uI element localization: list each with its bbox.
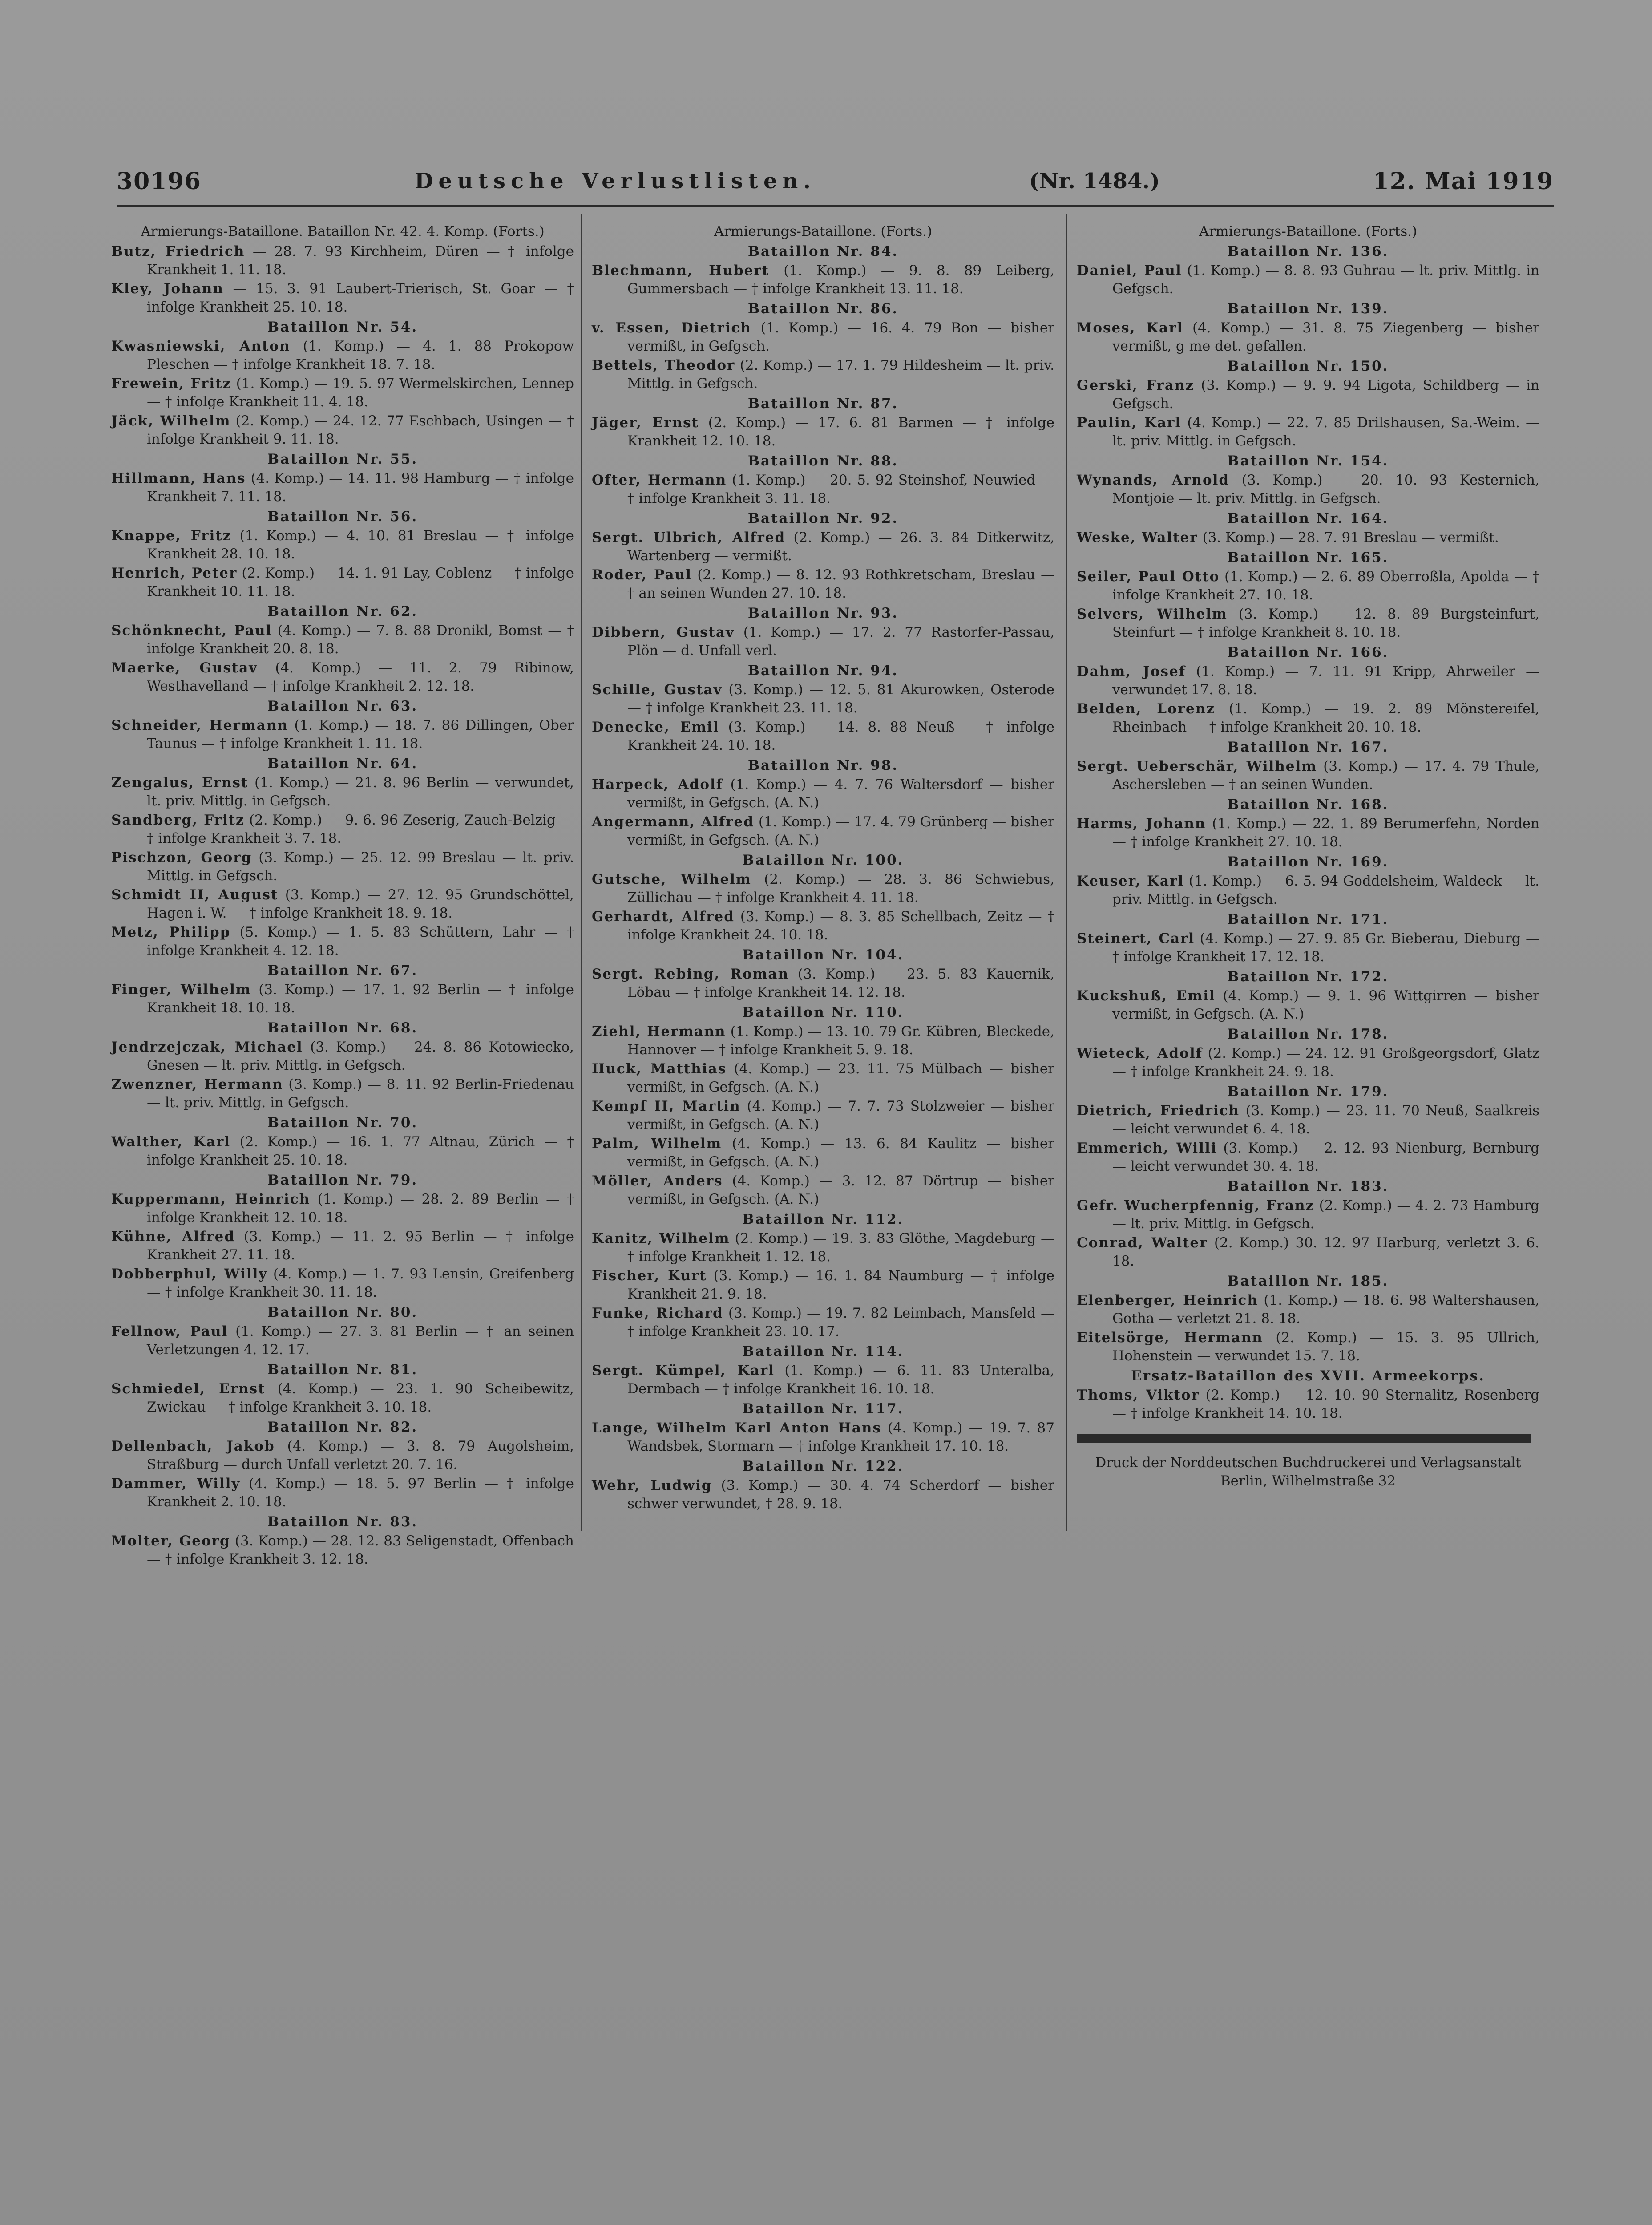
section-heading: Bataillon Nr. 171. [1227,911,1389,927]
section-heading: Bataillon Nr. 110. [742,1004,904,1020]
entry-name: Gerski, Franz [1077,377,1195,393]
column-lead: Armierungs-Bataillone. Bataillon Nr. 42. 4. Komp. (Forts.) [141,223,545,239]
casualty-entry [111,716,574,753]
entry-details: (1. Komp.) — 18. 7. 86 Dillingen, Ober Taunus — † infolge Krankheit 1. 11. 18. [147,717,574,752]
entry-details: (1. Komp.) — 2. 6. 89 Oberroßla, Apolda — † infolge Krankheit 27. 10. 18. [1112,569,1540,603]
entry-name: Zengalus, Ernst [111,775,249,791]
section-heading: Bataillon Nr. 54. [267,319,418,335]
section-heading: Bataillon Nr. 62. [267,603,418,619]
entry-details: (4. Komp.) — 23. 11. 75 Mülbach — bisher vermißt, in Gefgsch. (A. N.) [627,1061,1054,1095]
section-heading: Bataillon Nr. 63. [267,698,418,714]
casualty-entry [1077,1044,1539,1081]
section-heading: Bataillon Nr. 82. [267,1419,418,1435]
entry-details: (1. Komp.) — 6. 5. 94 Goddelsheim, Waldeck — lt. priv. Mittlg. in Gefgsch. [1112,873,1539,907]
section-heading: Bataillon Nr. 68. [267,1020,418,1036]
section-heading: Bataillon Nr. 81. [267,1362,418,1378]
casualty-entry [111,1190,574,1227]
entry-details: (3. Komp.) — 12. 5. 81 Akurowken, Osterode — † infolge Krankheit 23. 11. 18. [627,682,1054,716]
entry-name: Moses, Karl [1077,320,1183,336]
section-heading: Bataillon Nr. 172. [1227,969,1389,985]
entry-details: (4. Komp.) — 3. 8. 79 Augolsheim, Straßburg — durch Unfall verletzt 20. 7. 16. [147,1438,574,1473]
printer-imprint-line: Druck der Norddeutschen Buchdruckerei und Verlagsanstalt [1095,1455,1521,1471]
casualty-entry [1077,1102,1539,1138]
casualty-entry [111,1437,574,1474]
casualty-entry [111,1076,574,1112]
entry-details: (4. Komp.) — 9. 1. 96 Wittgirren — bisher vermißt, in Gefgsch. (A. N.) [1112,988,1539,1022]
entry-details: (3. Komp.) — 8. 11. 92 Berlin-Friedenau — lt. priv. Mittlg. in Gefgsch. [147,1076,574,1111]
entry-name: Jäck, Wilhelm [111,413,231,429]
section-heading: Bataillon Nr. 178. [1227,1026,1389,1042]
section-heading: Bataillon Nr. 70. [267,1115,418,1131]
entry-details: (4. Komp.) — 23. 1. 90 Scheibewitz, Zwickau — † infolge Krankheit 3. 10. 18. [147,1381,574,1415]
entry-name: Maerke, Gustav [111,660,258,676]
entry-name: Steinert, Carl [1077,930,1195,947]
entry-details: (1. Komp.) — 22. 1. 89 Berumerfehn, Norden — † infolge Krankheit 27. 10. 18. [1112,816,1539,850]
entry-details: (3. Komp.) — 25. 12. 99 Breslau — lt. priv. Mittlg. in Gefgsch. [147,850,574,884]
entry-name: Zwenzner, Hermann [111,1076,283,1092]
entry-name: Finger, Wilhelm [111,982,251,998]
entry-name: Molter, Georg [111,1533,230,1549]
entry-details: (4. Komp.) — 19. 7. 87 Wandsbek, Stormarn — † infolge Krankheit 17. 10. 18. [627,1420,1054,1454]
entry-details: (2. Komp.) — 24. 12. 77 Eschbach, Usingen — † infolge Krankheit 9. 11. 18. [147,413,574,447]
entry-name: Kempf II, Martin [592,1098,741,1114]
entry-name: Gerhardt, Alfred [592,909,735,925]
entry-name: Keuser, Karl [1077,873,1184,889]
page-number: 30196 [117,167,202,195]
entry-name: Schneider, Hermann [111,717,288,733]
entry-details: (1. Komp.) — 18. 6. 98 Waltershausen, Gotha — verletzt 21. 8. 18. [1112,1292,1540,1327]
section-heading: Bataillon Nr. 88. [747,453,899,469]
casualty-entry [592,1419,1054,1456]
entry-name: Kwasniewski, Anton [111,338,291,354]
casualty-entry [592,1135,1054,1171]
entry-name: Butz, Friedrich [111,243,245,259]
entry-name: Kley, Johann [111,281,224,297]
casualty-entry [592,776,1054,812]
casualty-entry [111,622,574,658]
entry-name: Dibbern, Gustav [592,624,735,640]
entry-details: (1. Komp.) — 4. 10. 81 Breslau — † infolge Krankheit 28. 10. 18. [147,528,574,562]
section-heading: Bataillon Nr. 64. [267,756,418,772]
section-heading: Bataillon Nr. 136. [1227,243,1389,259]
entry-name: Ziehl, Hermann [592,1024,726,1040]
casualty-entry [1077,1139,1539,1176]
casualty-entry [111,1038,574,1075]
entry-details: (3. Komp.) — 27. 12. 95 Grundschöttel, Hagen i. W. — † infolge Krankheit 18. 9. 18. [147,887,574,921]
entry-name: Blechmann, Hubert [592,263,769,279]
entry-details: (3. Komp.) — 30. 4. 74 Scherdorf — bisher schwer verwundet, † 28. 9. 18. [627,1477,1054,1512]
casualty-entry [1077,930,1539,966]
section-heading: Bataillon Nr. 83. [267,1514,418,1530]
entry-details: (4. Komp.) — 18. 5. 97 Berlin — † infolge Krankheit 2. 10. 18. [147,1476,574,1510]
casualty-entry [111,659,574,696]
section-heading: Bataillon Nr. 98. [747,757,899,773]
publication-title: Deutsche Verlustlisten. [414,169,816,194]
entry-details: (1. Komp.) — 6. 11. 83 Unteralba, Dermbach — † infolge Krankheit 16. 10. 18. [627,1363,1055,1397]
entry-details: (1. Komp.) — 4. 7. 76 Waltersdorf — bisher vermißt, in Gefgsch. (A. N.) [627,777,1054,811]
entry-details: (2. Komp.) — 14. 1. 91 Lay, Coblenz — † infolge Krankheit 10. 11. 18. [147,565,574,599]
entry-name: Kuckshuß, Emil [1077,988,1216,1004]
entry-name: Gefr. Wucherpfennig, Franz [1077,1197,1315,1214]
casualty-entry [592,1267,1054,1303]
entry-details: (4. Komp.) — 7. 7. 73 Stolzweier — bisher vermißt, in Gefgsch. (A. N.) [627,1098,1054,1133]
section-heading: Bataillon Nr. 104. [742,947,904,963]
casualty-entry [111,243,574,279]
entry-name: Jäger, Ernst [592,415,699,431]
entry-name: Dellenbach, Jakob [111,1438,275,1454]
entry-name: Kühne, Alfred [111,1229,235,1245]
section-heading: Bataillon Nr. 87. [747,396,899,412]
entry-name: Hillmann, Hans [111,470,246,486]
entry-details: (2. Komp.) 30. 12. 97 Harburg, verletzt 3. 6. 18. [1112,1235,1539,1269]
entry-details: (1. Komp.) — 13. 10. 79 Gr. Kübren, Bleckede, Hannover — † infolge Krankheit 5. 9. 18. [627,1024,1054,1058]
entry-name: Sergt. Ueberschär, Wilhelm [1077,758,1317,774]
issue-number: (Nr. 1484.) [1029,169,1160,194]
column-divider [581,214,582,1531]
entry-name: Kanitz, Wilhelm [592,1230,730,1246]
entry-details: (2. Komp.) — 15. 3. 95 Ullrich, Hohenstein — verwundet 15. 7. 18. [1112,1330,1539,1364]
casualty-entry [1077,700,1539,736]
entry-details: (3. Komp.) — 16. 1. 84 Naumburg — † infolge Krankheit 21. 9. 18. [627,1268,1055,1302]
casualty-entry [592,813,1054,850]
entry-details: (2. Komp.) — 17. 1. 79 Hildesheim — lt. priv. Mittlg. in Gefgsch. [627,357,1054,392]
entry-details: (1. Komp.) — 27. 3. 81 Berlin — † an seinen Verletzungen 4. 12. 17. [147,1323,574,1358]
entry-details: (2. Komp.) — 26. 3. 84 Ditkerwitz, Wartenberg — vermißt. [627,530,1055,564]
entry-name: Paulin, Karl [1077,415,1182,431]
entry-name: Weske, Walter [1077,530,1198,546]
section-heading: Bataillon Nr. 139. [1227,301,1389,317]
entry-name: Möller, Anders [592,1173,723,1189]
entry-name: Walther, Karl [111,1134,231,1150]
casualty-entry [592,718,1054,755]
entry-name: Dahm, Josef [1077,663,1186,680]
column-2 [592,222,1054,1514]
casualty-entry [111,564,574,601]
casualty-entry [111,849,574,885]
issue-date: 12. Mai 1919 [1373,167,1554,195]
entry-name: Dobberphul, Willy [111,1266,268,1282]
entry-details: (4. Komp.) — 22. 7. 85 Drilshausen, Sa.-Weim. — lt. priv. Mittlg. in Gefgsch. [1112,415,1540,449]
entry-name: Conrad, Walter [1077,1235,1208,1251]
entry-details: (1. Komp.) — 17. 4. 79 Grünberg — bisher vermißt, in Gefgsch. (A. N.) [627,814,1054,848]
section-heading: Bataillon Nr. 185. [1227,1273,1389,1289]
entry-name: Jendrzejczak, Michael [111,1039,303,1055]
closing-rule [1077,1434,1531,1443]
entry-details: (1. Komp.) — 19. 5. 97 Wermelskirchen, Lennep — † infolge Krankheit 11. 4. 18. [147,376,574,410]
section-heading: Bataillon Nr. 79. [267,1172,418,1188]
entry-name: Eitelsörge, Hermann [1077,1330,1263,1346]
entry-details: (2. Komp.) — 28. 3. 86 Schwiebus, Züllichau — † infolge Krankheit 4. 11. 18. [627,871,1054,906]
entry-details: (1. Komp.) — 21. 8. 96 Berlin — verwundet, lt. priv. Mittlg. in Gefgsch. [147,775,574,809]
entry-name: Schmidt II, August [111,887,279,903]
casualty-entry [592,1230,1054,1266]
casualty-entry [1077,471,1539,508]
casualty-entry [111,469,574,506]
casualty-entry [1077,1291,1539,1328]
entry-details: (2. Komp.) — 24. 12. 91 Großgeorgsdorf, Glatz — † infolge Krankheit 24. 9. 18. [1112,1045,1539,1080]
section-heading: Bataillon Nr. 80. [267,1304,418,1320]
entry-details: (3. Komp.) — 2. 12. 93 Nienburg, Bernburg — leicht verwundet 30. 4. 18. [1112,1140,1540,1174]
section-heading: Bataillon Nr. 94. [747,663,899,679]
entry-details: (3. Komp.) — 14. 8. 88 Neuß — † infolge Krankheit 24. 10. 18. [627,719,1055,753]
entry-details: (4. Komp.) — 3. 12. 87 Dörtrup — bisher vermißt, in Gefgsch. (A. N.) [627,1173,1054,1207]
section-heading: Ersatz-Bataillon des XVII. Armeekorps. [1131,1368,1485,1384]
casualty-entry [111,923,574,960]
casualty-entry [1077,987,1539,1024]
section-heading: Bataillon Nr. 165. [1227,550,1389,566]
entry-name: Fischer, Kurt [592,1268,707,1284]
entry-details: — 15. 3. 91 Laubert-Trierisch, St. Goar — † infolge Krankheit 25. 10. 18. [147,281,574,315]
column-divider [1066,214,1067,1531]
entry-details: — 28. 7. 93 Kirchheim, Düren — † infolge Krankheit 1. 11. 18. [147,243,574,278]
entry-name: Sergt. Ulbrich, Alfred [592,530,786,546]
entry-details: (1. Komp.) — 16. 4. 79 Bon — bisher vermißt, in Gefgsch. [627,320,1054,354]
entry-details: (4. Komp.) — 11. 2. 79 Ribinow, Westhavelland — † infolge Krankheit 2. 12. 18. [147,660,574,694]
section-heading: Bataillon Nr. 166. [1227,644,1389,660]
section-heading: Bataillon Nr. 179. [1227,1084,1389,1100]
casualty-entry [592,870,1054,907]
casualty-entry [1077,663,1539,699]
casualty-entry [111,527,574,563]
entry-details: (3. Komp.) — 23. 5. 83 Kauernik, Löbau — † infolge Krankheit 14. 12. 18. [627,966,1054,1000]
entry-details: (3. Komp.) — 28. 7. 91 Breslau — vermißt. [1202,530,1499,546]
section-heading: Bataillon Nr. 67. [267,963,418,979]
entry-details: (4. Komp.) — 7. 8. 88 Dronikl, Bomst — † infolge Krankheit 20. 8. 18. [147,623,574,657]
entry-details: (3. Komp.) — 20. 10. 93 Kesternich, Montjoie — lt. priv. Mittlg. in Gefgsch. [1112,472,1539,506]
entry-details: (3. Komp.) — 12. 8. 89 Burgsteinfurt, Steinfurt — † infolge Krankheit 8. 10. 18. [1112,606,1539,640]
casualty-entry [111,1323,574,1359]
entry-details: (2. Komp.) — 16. 1. 77 Altnau, Zürich — † infolge Krankheit 25. 10. 18. [147,1134,574,1168]
entry-name: Harms, Johann [1077,816,1206,832]
casualty-entry [592,319,1054,356]
entry-name: Seiler, Paul Otto [1077,569,1220,585]
casualty-entry [592,529,1054,565]
section-heading: Bataillon Nr. 56. [267,509,418,525]
entry-details: (2. Komp.) — 12. 10. 90 Sternalitz, Rosenberg — † infolge Krankheit 14. 10. 18. [1112,1387,1539,1421]
casualty-entry [592,566,1054,603]
casualty-entry [1077,872,1539,909]
entry-details: (1. Komp.) — 7. 11. 91 Kripp, Ahrweiler — verwundet 17. 8. 18. [1112,663,1540,698]
entry-name: Palm, Wilhelm [592,1136,722,1152]
casualty-entry [592,471,1054,508]
entry-name: Knappe, Fritz [111,528,232,544]
entry-details: (3. Komp.) — 9. 9. 94 Ligota, Schildberg — in Gefgsch. [1112,377,1539,412]
casualty-entry [111,337,574,374]
entry-details: (2. Komp.) — 19. 3. 83 Glöthe, Magdeburg — † infolge Krankheit 1. 12. 18. [627,1230,1055,1265]
entry-name: Belden, Lorenz [1077,701,1215,717]
header-rule [117,205,1554,207]
entry-details: (3. Komp.) — 24. 8. 86 Kotowiecko, Gnesen — lt. priv. Mittlg. in Gefgsch. [147,1039,574,1073]
casualty-entry [592,1060,1054,1096]
casualty-entry [111,774,574,810]
entry-details: (3. Komp.) — 17. 4. 79 Thule, Aschersleben — † an seinen Wunden. [1112,758,1539,793]
casualty-entry [111,1475,574,1511]
entry-name: Dietrich, Friedrich [1077,1103,1240,1119]
entry-details: (2. Komp.) — 8. 12. 93 Rothkretscham, Breslau — † an seinen Wunden 27. 10. 18. [627,567,1054,601]
entry-details: (4. Komp.) — 31. 8. 75 Ziegenberg — bisher vermißt, g me det. gefallen. [1112,320,1539,354]
casualty-entry [592,414,1054,450]
casualty-entry [592,1362,1054,1398]
casualty-entry [111,1380,574,1416]
column-lead: Armierungs-Bataillone. (Forts.) [714,223,933,239]
entry-name: Kuppermann, Heinrich [111,1191,311,1207]
section-heading: Bataillon Nr. 112. [742,1211,904,1227]
casualty-entry [592,681,1054,717]
casualty-entry [1077,1386,1539,1423]
entry-name: Angermann, Alfred [592,814,754,830]
entry-name: Roder, Paul [592,567,692,583]
casualty-entry [1077,568,1539,604]
column-1 [111,222,574,1570]
casualty-entry [111,412,574,449]
entry-name: Fellnow, Paul [111,1323,228,1339]
casualty-entry [592,1023,1054,1059]
casualty-entry [111,1532,574,1569]
page-header [117,166,1554,197]
casualty-entry [1077,529,1539,547]
casualty-entry [1077,262,1539,298]
casualty-entry [111,811,574,848]
entry-details: (1. Komp.) — 17. 2. 77 Rastorfer-Passau, Plön — d. Unfall verl. [627,624,1055,659]
casualty-entry [111,886,574,922]
casualty-entry [592,1097,1054,1134]
casualty-entry [1077,605,1539,642]
section-heading: Bataillon Nr. 114. [742,1343,904,1359]
entry-name: Huck, Matthias [592,1061,727,1077]
casualty-entry [592,262,1054,298]
entry-details: (1. Komp.) — 9. 8. 89 Leiberg, Gummersbach — † infolge Krankheit 13. 11. 18. [627,263,1054,297]
casualty-entry [1077,1197,1539,1233]
casualty-entry [592,356,1054,393]
section-heading: Bataillon Nr. 168. [1227,797,1389,813]
entry-name: Thoms, Viktor [1077,1387,1200,1403]
section-heading: Bataillon Nr. 84. [747,243,899,259]
casualty-entry [1077,376,1539,413]
entry-details: (3. Komp.) — 28. 12. 83 Seligenstadt, Offenbach — † infolge Krankheit 3. 12. 18. [147,1533,574,1567]
casualty-entry [592,965,1054,1002]
section-heading: Bataillon Nr. 100. [742,852,904,868]
section-heading: Bataillon Nr. 92. [747,510,899,526]
section-heading: Bataillon Nr. 169. [1227,854,1389,870]
entry-name: Funke, Richard [592,1305,723,1321]
entry-details: (1. Komp.) — 19. 2. 89 Mönstereifel, Rheinbach — † infolge Krankheit 20. 10. 18. [1112,701,1539,735]
entry-name: Schönknecht, Paul [111,623,272,639]
entry-details: (3. Komp.) — 19. 7. 82 Leimbach, Mansfeld — † infolge Krankheit 23. 10. 17. [627,1305,1054,1339]
entry-name: Pischzon, Georg [111,850,252,866]
entry-details: (4. Komp.) — 14. 11. 98 Hamburg — † infolge Krankheit 7. 11. 18. [147,470,574,505]
entry-name: v. Essen, Dietrich [592,320,751,336]
casualty-entry [111,1265,574,1302]
entry-details: (4. Komp.) — 1. 7. 93 Lensin, Greifenberg — † infolge Krankheit 30. 11. 18. [147,1266,574,1300]
column-lead: Armierungs-Bataillone. (Forts.) [1199,223,1418,239]
entry-details: (1. Komp.) — 28. 2. 89 Berlin — † infolge Krankheit 12. 10. 18. [147,1191,574,1226]
section-heading: Bataillon Nr. 117. [742,1401,904,1417]
casualty-entry [592,1304,1054,1341]
entry-name: Wehr, Ludwig [592,1477,712,1493]
section-heading: Bataillon Nr. 154. [1227,453,1389,469]
entry-name: Sergt. Rebing, Roman [592,966,789,982]
entry-name: Harpeck, Adolf [592,777,723,793]
entry-details: (2. Komp.) — 4. 2. 73 Hamburg — lt. priv. Mittlg. in Gefgsch. [1112,1197,1540,1232]
casualty-entry [1077,414,1539,450]
casualty-entry [592,1172,1054,1209]
entry-name: Elenberger, Heinrich [1077,1292,1258,1308]
entry-details: (3. Komp.) — 17. 1. 92 Berlin — † infolge Krankheit 18. 10. 18. [147,982,574,1016]
entry-details: (1. Komp.) — 8. 8. 93 Guhrau — lt. priv. Mittlg. in Gefgsch. [1112,263,1539,297]
section-heading: Bataillon Nr. 164. [1227,510,1389,526]
section-heading: Bataillon Nr. 93. [747,605,899,621]
section-heading: Bataillon Nr. 86. [747,301,899,317]
entry-details: (1. Komp.) — 4. 1. 88 Prokopow Pleschen — † infolge Krankheit 18. 7. 18. [147,338,574,372]
section-heading: Bataillon Nr. 183. [1227,1178,1389,1194]
entry-details: (2. Komp.) — 17. 6. 81 Barmen — † infolge Krankheit 12. 10. 18. [627,415,1054,449]
entry-name: Wynands, Arnold [1077,472,1230,488]
entry-details: (5. Komp.) — 1. 5. 83 Schüttern, Lahr — † infolge Krankheit 4. 12. 18. [147,924,574,959]
entry-name: Emmerich, Willi [1077,1140,1217,1156]
section-heading: Bataillon Nr. 167. [1227,739,1389,755]
casualty-entry [1077,815,1539,851]
entry-name: Sergt. Kümpel, Karl [592,1363,775,1379]
section-heading: Bataillon Nr. 122. [742,1458,904,1474]
entry-name: Henrich, Peter [111,565,238,581]
casualty-entry [111,981,574,1017]
entry-name: Lange, Wilhelm Karl Anton Hans [592,1420,881,1436]
entry-details: (3. Komp.) — 23. 11. 70 Neuß, Saalkreis — leicht verwundet 6. 4. 18. [1112,1103,1539,1137]
column-3 [1077,222,1539,1490]
entry-name: Ofter, Hermann [592,472,727,488]
entry-name: Selvers, Wilhelm [1077,606,1228,622]
casualty-entry [111,1133,574,1169]
entry-name: Sandberg, Fritz [111,812,245,828]
casualty-entry [111,280,574,316]
entry-name: Metz, Philipp [111,924,231,940]
entry-details: (2. Komp.) — 9. 6. 96 Zeserig, Zauch-Belzig — † infolge Krankheit 3. 7. 18. [147,812,574,846]
entry-details: (1. Komp.) — 20. 5. 92 Steinshof, Neuwied — † infolge Krankheit 3. 11. 18. [627,472,1055,506]
entry-details: (4. Komp.) — 13. 6. 84 Kaulitz — bisher vermißt, in Gefgsch. (A. N.) [627,1136,1055,1170]
casualty-entry [1077,319,1539,356]
casualty-entry [1077,757,1539,794]
section-heading: Bataillon Nr. 55. [267,451,418,467]
entry-name: Schmiedel, Ernst [111,1381,266,1397]
entry-name: Daniel, Paul [1077,263,1182,279]
casualty-entry [592,908,1054,944]
casualty-entry [1077,1234,1539,1270]
entry-name: Frewein, Fritz [111,376,232,392]
entry-name: Dammer, Willy [111,1476,241,1492]
entry-name: Bettels, Theodor [592,357,735,373]
entry-details: (4. Komp.) — 27. 9. 85 Gr. Bieberau, Dieburg — † infolge Krankheit 17. 12. 18. [1112,930,1539,965]
casualty-entry [592,1477,1054,1513]
casualty-entry [111,1228,574,1264]
entry-name: Gutsche, Wilhelm [592,871,751,887]
entry-name: Denecke, Emil [592,719,719,735]
printer-address-line: Berlin, Wilhelmstraße 32 [1220,1473,1396,1489]
entry-details: (3. Komp.) — 11. 2. 95 Berlin — † infolge Krankheit 27. 11. 18. [147,1229,574,1263]
casualty-entry [592,623,1054,660]
casualty-entry [1077,1329,1539,1365]
entry-details: (3. Komp.) — 8. 3. 85 Schellbach, Zeitz — † infolge Krankheit 24. 10. 18. [627,909,1054,943]
section-heading: Bataillon Nr. 150. [1227,358,1389,374]
entry-name: Wieteck, Adolf [1077,1045,1203,1061]
entry-name: Schille, Gustav [592,682,723,698]
casualty-entry [111,375,574,411]
